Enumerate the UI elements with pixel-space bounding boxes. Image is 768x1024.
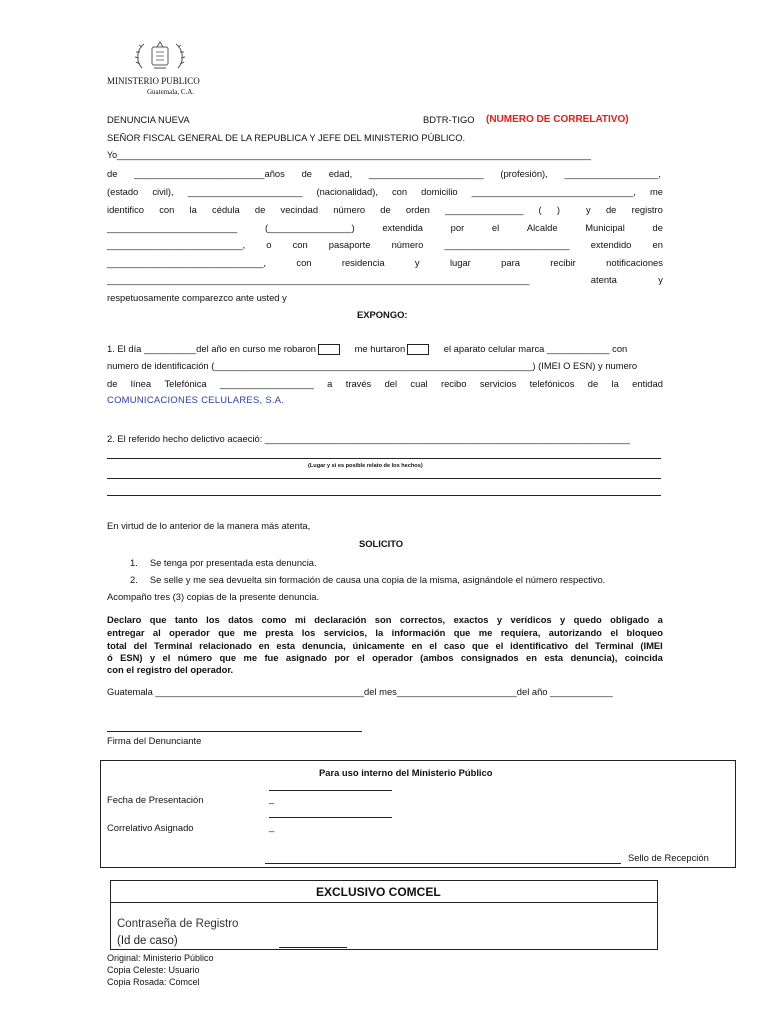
intro-line-9: respetuosamente comparezco ante usted y xyxy=(107,292,287,303)
expongo-p1-line-2: numero de identificación (_____________________________________________________________) (IMEI O ESN) y numero xyxy=(107,360,638,371)
expongo-p1-line-3: de línea Telefónica __________________ a través del cual recibo servicios telefónicos de la entidad xyxy=(107,378,663,389)
company-name: COMUNICACIONES CELULARES, S.A. xyxy=(107,394,285,405)
internal-use-box xyxy=(100,760,736,868)
solicito-item-1: 1. Se tenga por presentada esta denuncia. xyxy=(130,557,317,568)
declaration-line-3: total del Terminal relacionado en esta denuncia, únicamente en el caso que el identificativo del Terminal (IMEI xyxy=(107,640,663,651)
blank-line-1 xyxy=(107,458,661,459)
intro-line-2: de _________________________años de edad, ______________________ (profesión), __________________, xyxy=(107,168,661,179)
copy-rosada: Copia Rosada: Comcel xyxy=(107,977,200,987)
blank-line-3 xyxy=(107,495,661,496)
fecha-line xyxy=(269,790,392,791)
doc-type: DENUNCIA NUEVA xyxy=(107,114,190,125)
expongo-title: EXPONGO: xyxy=(357,309,408,320)
comcel-label-1: Contraseña de Registro xyxy=(117,918,239,930)
internal-use-title: Para uso interno del Ministerio Público xyxy=(319,767,493,778)
fecha-field[interactable]: _ xyxy=(269,793,275,804)
ministry-emblem-icon xyxy=(130,38,190,74)
copy-original: Original: Ministerio Público xyxy=(107,953,214,963)
intro-line-7: ______________________________, con residencia y lugar para recibir notificaciones xyxy=(107,257,663,268)
intro-line-8: _________________________________________________________________________________ atenta y xyxy=(107,274,663,285)
signature-label: Firma del Denunciante xyxy=(107,735,202,746)
comcel-id-field[interactable] xyxy=(279,947,347,948)
intro-line-5: _________________________ (________________) extendida por el Alcalde Municipal de xyxy=(107,222,663,233)
solicito-title: SOLICITO xyxy=(359,538,404,549)
solicito-lead: En virtud de lo anterior de la manera más atenta, xyxy=(107,520,311,531)
declaration-line-4: ó ESN) y el número que me fue asignado por el operador (ambos consignados en esta denuncia), coincida xyxy=(107,652,663,663)
place-date-line: Guatemala ________________________________________del mes_______________________del año ____________ xyxy=(107,686,613,697)
declaration-line-1: Declaro que tanto los datos como mi declaración son correctos, exactos y verídicos y quedo obligado a xyxy=(107,614,663,625)
solicito-item-2: 2. Se selle y me sea devuelta sin formación de causa una copia de la misma, asignándole el número respectivo. xyxy=(130,574,606,585)
intro-line-6: __________________________, o con pasaporte número ________________________ extendido en xyxy=(107,239,663,250)
copy-celeste: Copia Celeste: Usuario xyxy=(107,965,200,975)
comcel-box xyxy=(110,880,658,950)
intro-line-1: Yo________________________________________________________________________________________________ xyxy=(107,150,591,160)
declaration-line-2: entregar al operador que me presta los servicios, la información que me requiera, autorizando el bloqueo xyxy=(107,627,663,638)
blank-line-2 xyxy=(107,478,661,479)
expongo-p2-line: 2. El referido hecho delictivo acaeció: ______________________________________________________________________ xyxy=(107,433,630,444)
expongo-p2-note: (Lugar y si es posible relato de los hechos) xyxy=(308,463,423,469)
robaron-checkbox[interactable] xyxy=(318,344,340,355)
declaration-line-5: con el registro del operador. xyxy=(107,664,234,675)
copies-statement: Acompaño tres (3) copias de la presente denuncia. xyxy=(107,591,320,602)
org-location: Guatemala, C.A. xyxy=(147,88,195,96)
correlativo-label: Correlativo Asignado xyxy=(107,822,194,833)
org-name: MINISTERIO PUBLICO xyxy=(107,76,200,86)
comcel-divider xyxy=(111,902,657,903)
ref-correlativo: (NUMERO DE CORRELATIVO) xyxy=(486,114,629,125)
correlativo-field[interactable]: _ xyxy=(269,821,275,832)
comcel-label-2: (Id de caso) xyxy=(117,935,178,947)
signature-line[interactable] xyxy=(107,731,362,732)
comcel-title: EXCLUSIVO COMCEL xyxy=(316,885,441,899)
sello-label: Sello de Recepción xyxy=(628,852,709,863)
sello-line xyxy=(265,863,621,864)
correlativo-line xyxy=(269,817,392,818)
addressee: SEÑOR FISCAL GENERAL DE LA REPUBLICA Y JEFE DEL MINISTERIO PÚBLICO. xyxy=(107,132,466,143)
intro-line-4: identifico con la cédula de vecindad número de orden _______________ ( ) y de registro xyxy=(107,204,663,215)
fecha-label: Fecha de Presentación xyxy=(107,794,204,805)
hurtaron-checkbox[interactable] xyxy=(407,344,429,355)
intro-line-3: (estado civil), ______________________ (nacionalidad), con domicilio _______________________________, me xyxy=(107,186,663,197)
ref-code: BDTR-TIGO xyxy=(423,114,475,125)
expongo-p1-line-1: 1. El día __________del año en curso me robaron me hurtaron el aparato celular marca ____________ con xyxy=(107,343,628,354)
